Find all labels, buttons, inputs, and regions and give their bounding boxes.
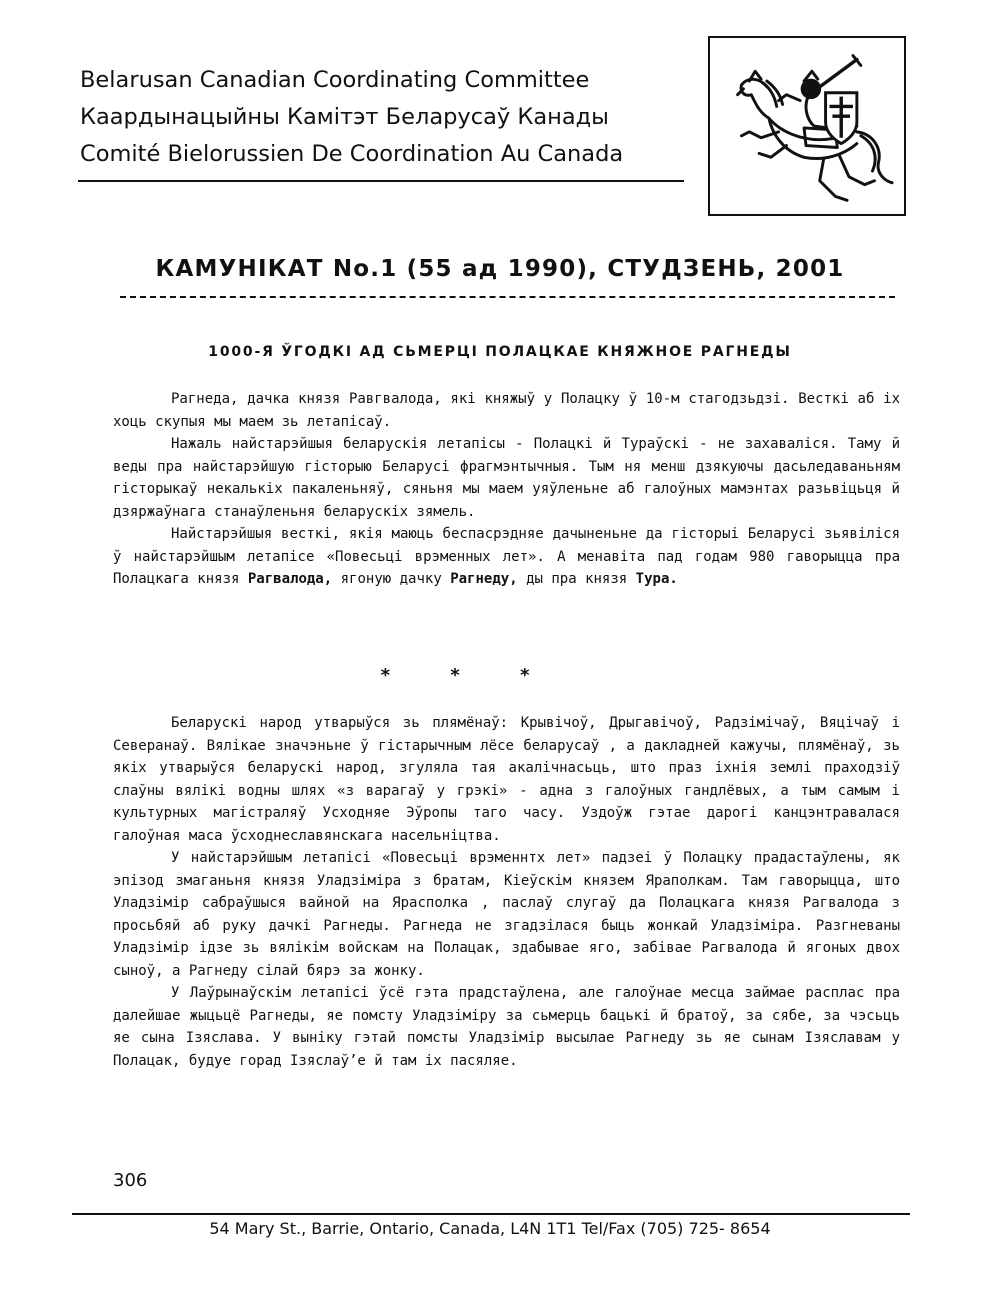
article-body-part-1: [113, 388, 900, 591]
bold-name-ragneda: Рагнеду,: [450, 571, 518, 587]
footer-address: 54 Mary St., Barrie, Ontario, Canada, L4N 1T1 Tel/Fax (705) 725- 8654: [209, 1219, 771, 1238]
asterisk-separator: * * *: [380, 665, 555, 686]
bold-name-tur: Тура.: [635, 571, 678, 587]
org-name-belarusian: Каардынацыйны Камітэт Беларусаў Канады: [80, 104, 609, 130]
header-divider: [78, 180, 684, 182]
letterhead: [80, 62, 680, 173]
paragraph: Найстарэйшыя весткі, якія маюць беспасрэдняе дачыненьне да гісторыі Беларусі зьявіліся ў найстарэйшым летапісе «Повесьці врэменных лет». А менавіта пад годам 980 гаворыцца пра Полацкага князя Рагвалода, ягоную дачку Рагнеду, ды пра князя Тура.: [113, 526, 900, 587]
pahonia-knight-emblem-icon: [708, 36, 906, 216]
org-name-french: Comité Bielorussien De Coordination Au Canada: [80, 141, 624, 167]
footer-divider: [72, 1213, 910, 1215]
paragraph: Нажаль найстарэйшыя беларускія летапісы - Полацкі й Тураўскі - не захаваліся. Таму й веды пра найстарэйшую гісторыю Беларусі фрагмэнтычныя. Тым ня менш дзякуючы дасьледаваньням гісторыкаў некалькіх пакаленьняў, сяньня мы маем уяўленьне аб галоўных мамэнтах разьвіцьця й дзяржаўнага станаўленьня беларускіх зямель.: [113, 436, 900, 520]
paragraph: У Лаўрынаўскім летапісі ўсё гэта прадстаўлена, але галоўнае месца займае расплас пра далейшае жыцьцё Рагнеды, яе помсту Уладзіміру за сьмерць бацькі й братоў, за сябе, за чэсьць яе сына Ізяслава. У выніку гэтай помсты Уладзімір высылае Рагнеду зь яе сынам Ізяславам у Полацак, будуе горад Ізяслаў’е й там іх пасяляе.: [113, 985, 900, 1069]
section-heading: 1000-Я ЎГОДКІ АД СЬМЕРЦІ ПОЛАЦКАЕ КНЯЖНОЕ РАГНЕДЫ: [208, 344, 792, 360]
paragraph: Беларускі народ утварыўся зь плямёнаў: Крывічоў, Дрыгавічоў, Радзімічаў, Вяцічаў і Северанаў. Вялікае значэньне ў гістарычным лёсе беларусаў , а дакладней кажучы, плямёнаў, зь якіх утварыўся беларускі народ, згуляла тая акалічнасьць, што праз іхнія землі праходзіў слаўны вялікі водны шлях «з варагаў у грэкі» - адна з галоўных гандлёвых, а тым самым і культурных магістраляў Усходняе Эўропы таго часу. Уздоўж гэтае дарогі канцэнтравалася галоўная маса ўсходнеславянскага насельніцтва.: [113, 715, 900, 844]
bold-name-ragvalod: Рагвалода,: [247, 571, 333, 587]
org-name-english: Belarusan Canadian Coordinating Committee: [80, 67, 590, 93]
title-dashed-divider: [120, 296, 895, 298]
paragraph: Рагнеда, дачка князя Равгвалода, які княжыў у Полацку ў 10-м стагодзьдзі. Весткі аб іх хоць скупыя мы маем зь летапісаў.: [113, 391, 900, 430]
communique-title: КАМУНІКАТ No.1 (55 ад 1990), СТУДЗЕНЬ, 2001: [155, 256, 845, 282]
paragraph: У найстарэйшым летапісі «Повесьці врэменнтх лет» падзеі ў Полацку прадастаўлены, як эпізод змаганьня князя Уладзіміра з братам, Кіеўскім князем Яраполкам. Там гаворыцца, што Уладзімір сабраўшыся вайной на Ярасполка , паслаў слугаў да Полацкага князя Рагвалода з просьбяй аб руку дачкі Рагнеды. Рагнеда не згадзілася быць жонкай Уладзіміра. Разгневаны Уладзімір ідзе зь вялікім войскам на Полацак, здабывае яго, забівае Рагвалода й ягоных двох сыноў, а Рагнеду сілай бярэ за жонку.: [113, 850, 900, 979]
article-body-part-2: [113, 712, 900, 1072]
page-number: 306: [113, 1170, 148, 1191]
